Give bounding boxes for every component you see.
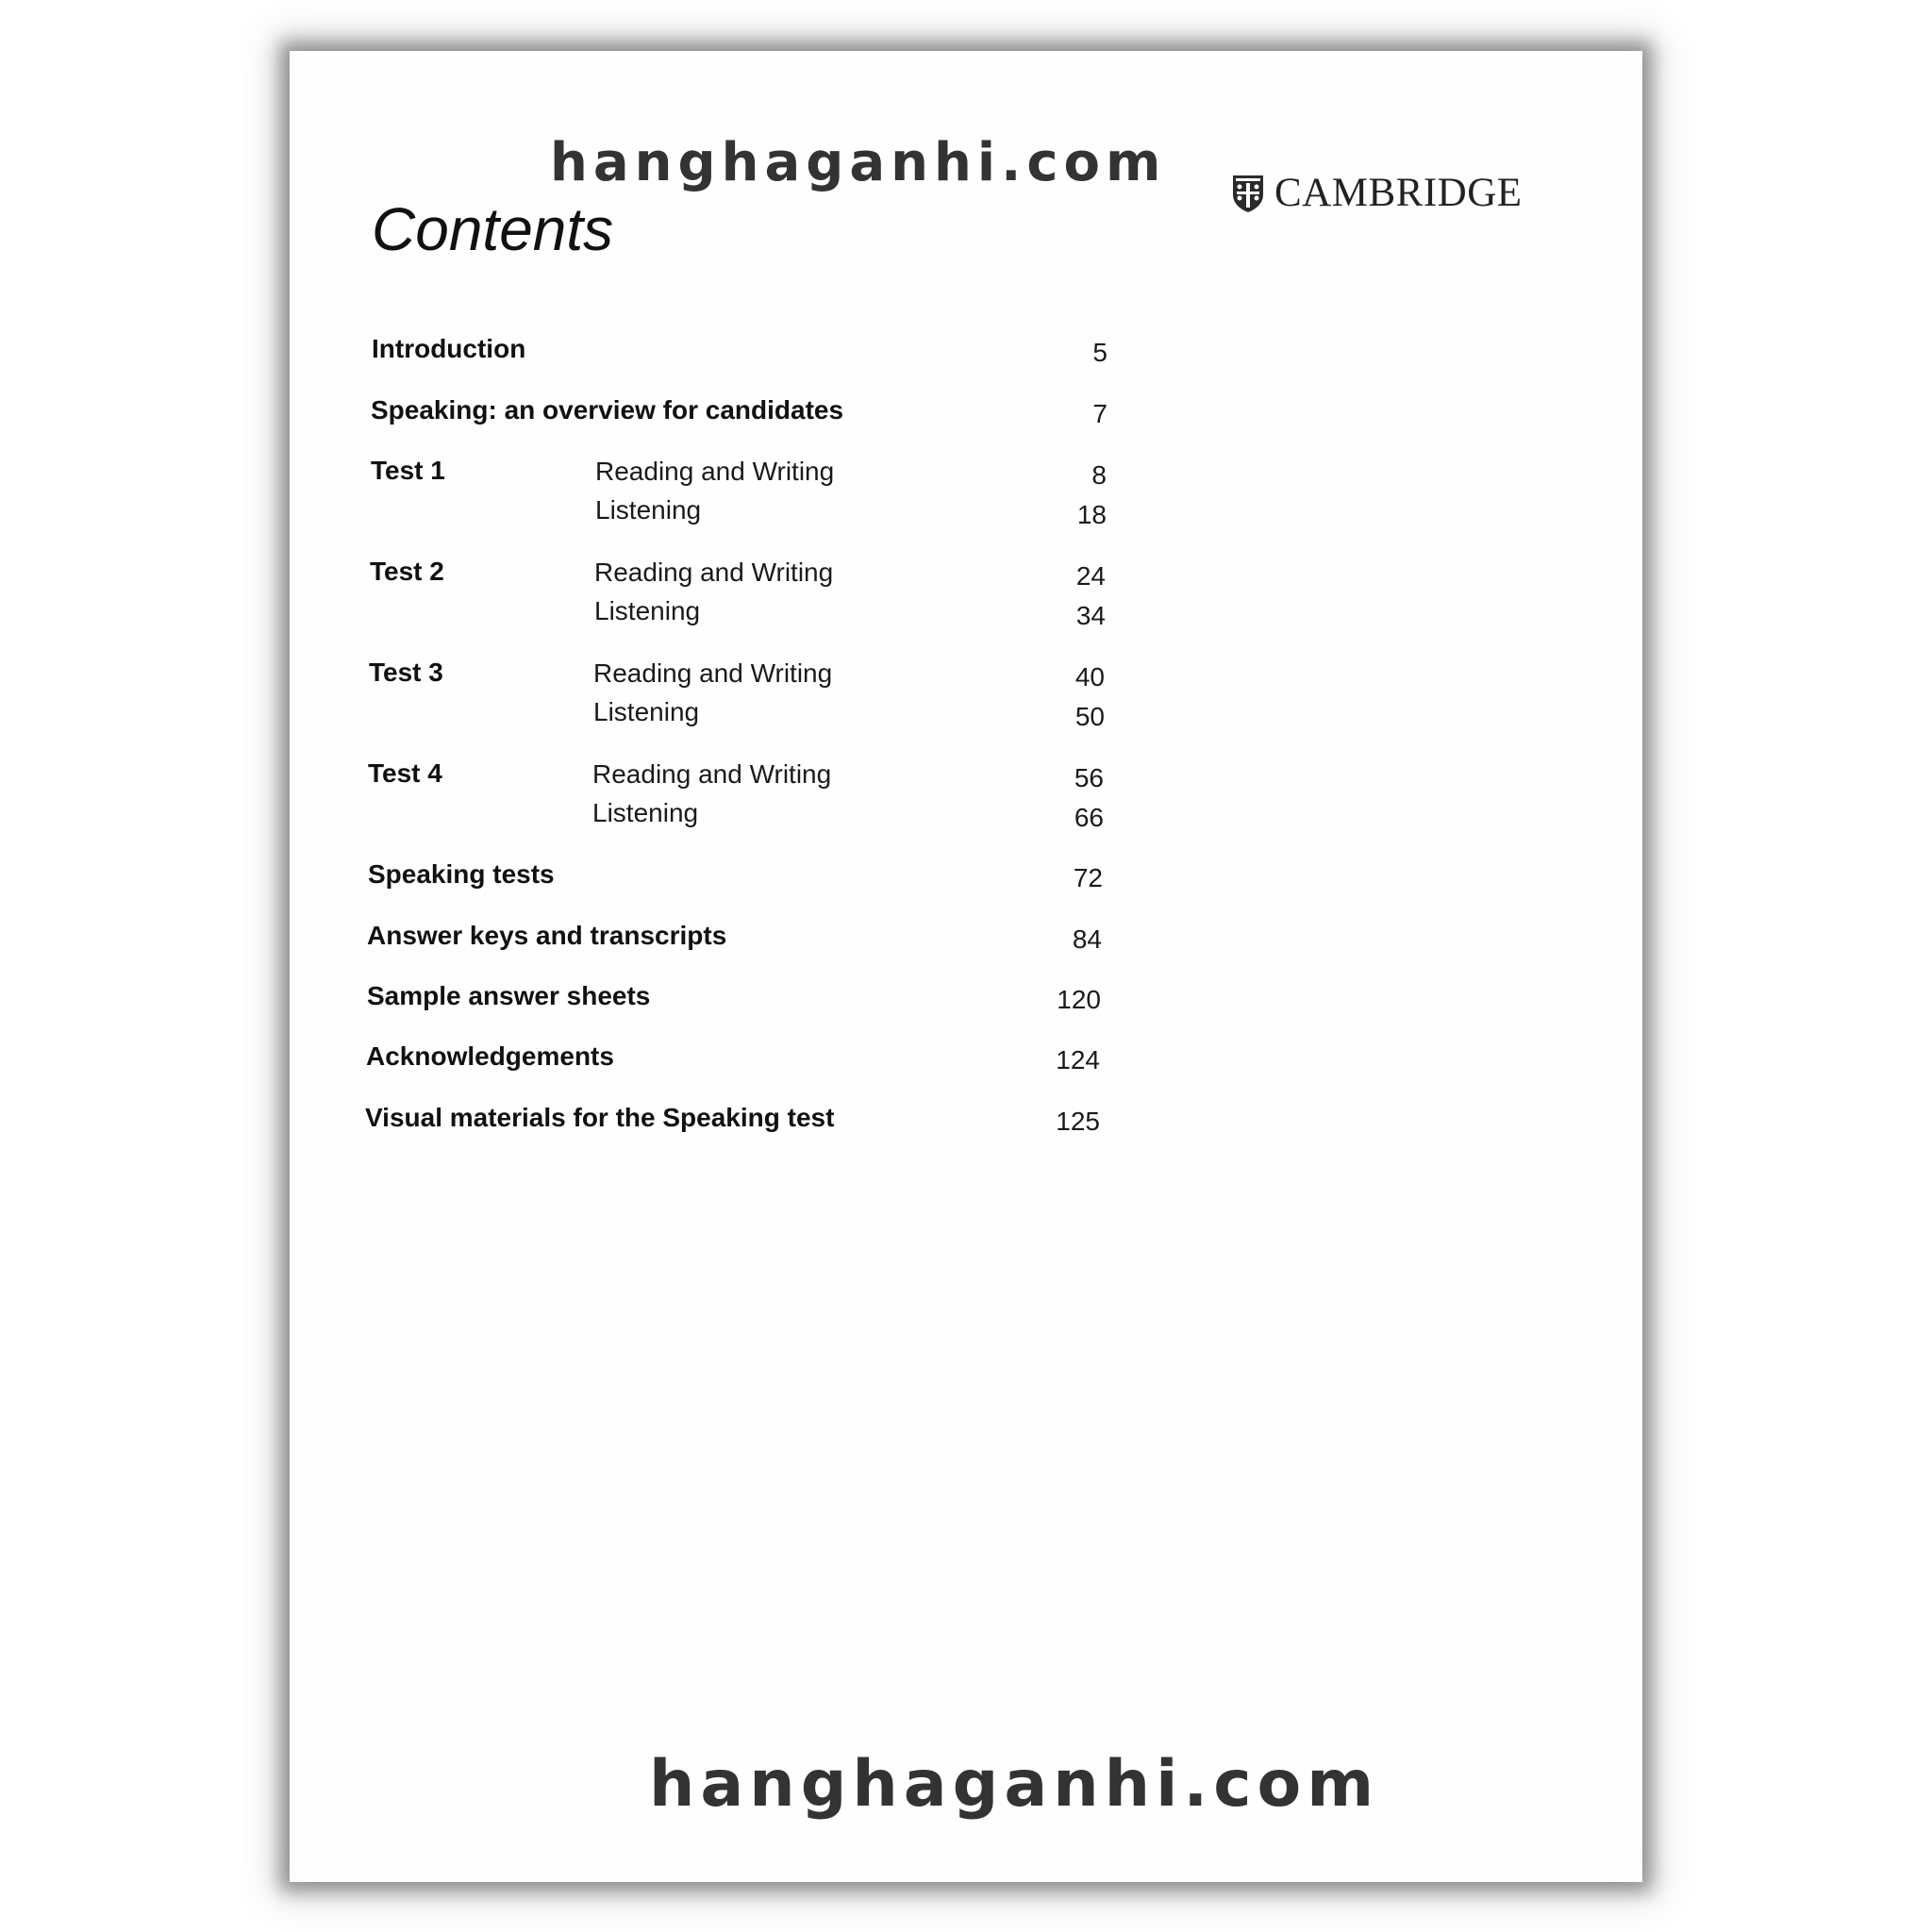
toc-label-test-4: Test 4: [368, 758, 442, 788]
toc-sublabel-test-2-reading: Reading and Writing: [594, 558, 834, 587]
watermark-top: hanghaganhi.com: [550, 132, 1167, 193]
page-title: Contents: [372, 195, 614, 263]
toc-page-visual-materials: 125: [1056, 1107, 1100, 1136]
toc-label-speaking-overview: Speaking: an overview for candidates: [371, 395, 844, 425]
toc-page-test-1-listening: 18: [1076, 500, 1107, 529]
toc-label-acknowledgements: Acknowledgements: [366, 1041, 614, 1071]
toc-page-test-4-listening: 66: [1074, 803, 1104, 832]
logo-wordmark: CAMBRIDGE: [1274, 171, 1523, 215]
toc-sublabel-test-4-reading: Reading and Writing: [592, 759, 832, 789]
toc-page-test-1-reading: 8: [1091, 460, 1107, 490]
toc-sublabel-test-1-reading: Reading and Writing: [595, 457, 835, 486]
toc-page-answer-keys: 84: [1072, 924, 1102, 954]
toc-label-answer-keys: Answer keys and transcripts: [367, 921, 727, 950]
toc-sublabel-test-1-listening: Listening: [595, 495, 702, 525]
toc-page-test-3-reading: 40: [1074, 662, 1105, 691]
toc-page-introduction: 5: [1092, 338, 1108, 367]
toc-page-test-4-reading: 56: [1074, 763, 1104, 792]
toc-page-test-3-listening: 50: [1074, 702, 1105, 731]
toc-page-speaking-tests: 72: [1073, 863, 1103, 892]
toc-label-sample-answer-sheets: Sample answer sheets: [367, 981, 651, 1010]
toc-sublabel-test-2-listening: Listening: [594, 596, 701, 625]
toc-page-test-2-listening: 34: [1075, 601, 1106, 630]
toc-label-visual-materials: Visual materials for the Speaking test: [365, 1103, 835, 1132]
toc-sublabel-test-3-reading: Reading and Writing: [593, 658, 833, 688]
watermark-bottom: hanghaganhi.com: [649, 1747, 1380, 1822]
toc-page-test-2-reading: 24: [1075, 561, 1106, 591]
toc-page-speaking-overview: 7: [1092, 399, 1108, 428]
toc-label-test-3: Test 3: [369, 658, 443, 687]
toc-sublabel-test-3-listening: Listening: [593, 697, 700, 726]
toc-label-speaking-tests: Speaking tests: [368, 859, 555, 889]
toc-label-test-1: Test 1: [371, 456, 445, 485]
toc-sublabel-test-4-listening: Listening: [592, 798, 699, 827]
toc-page-acknowledgements: 124: [1056, 1045, 1100, 1074]
toc-page-sample-answer-sheets: 120: [1057, 985, 1101, 1014]
toc-label-test-2: Test 2: [370, 557, 444, 586]
toc-label-introduction: Introduction: [372, 334, 526, 363]
